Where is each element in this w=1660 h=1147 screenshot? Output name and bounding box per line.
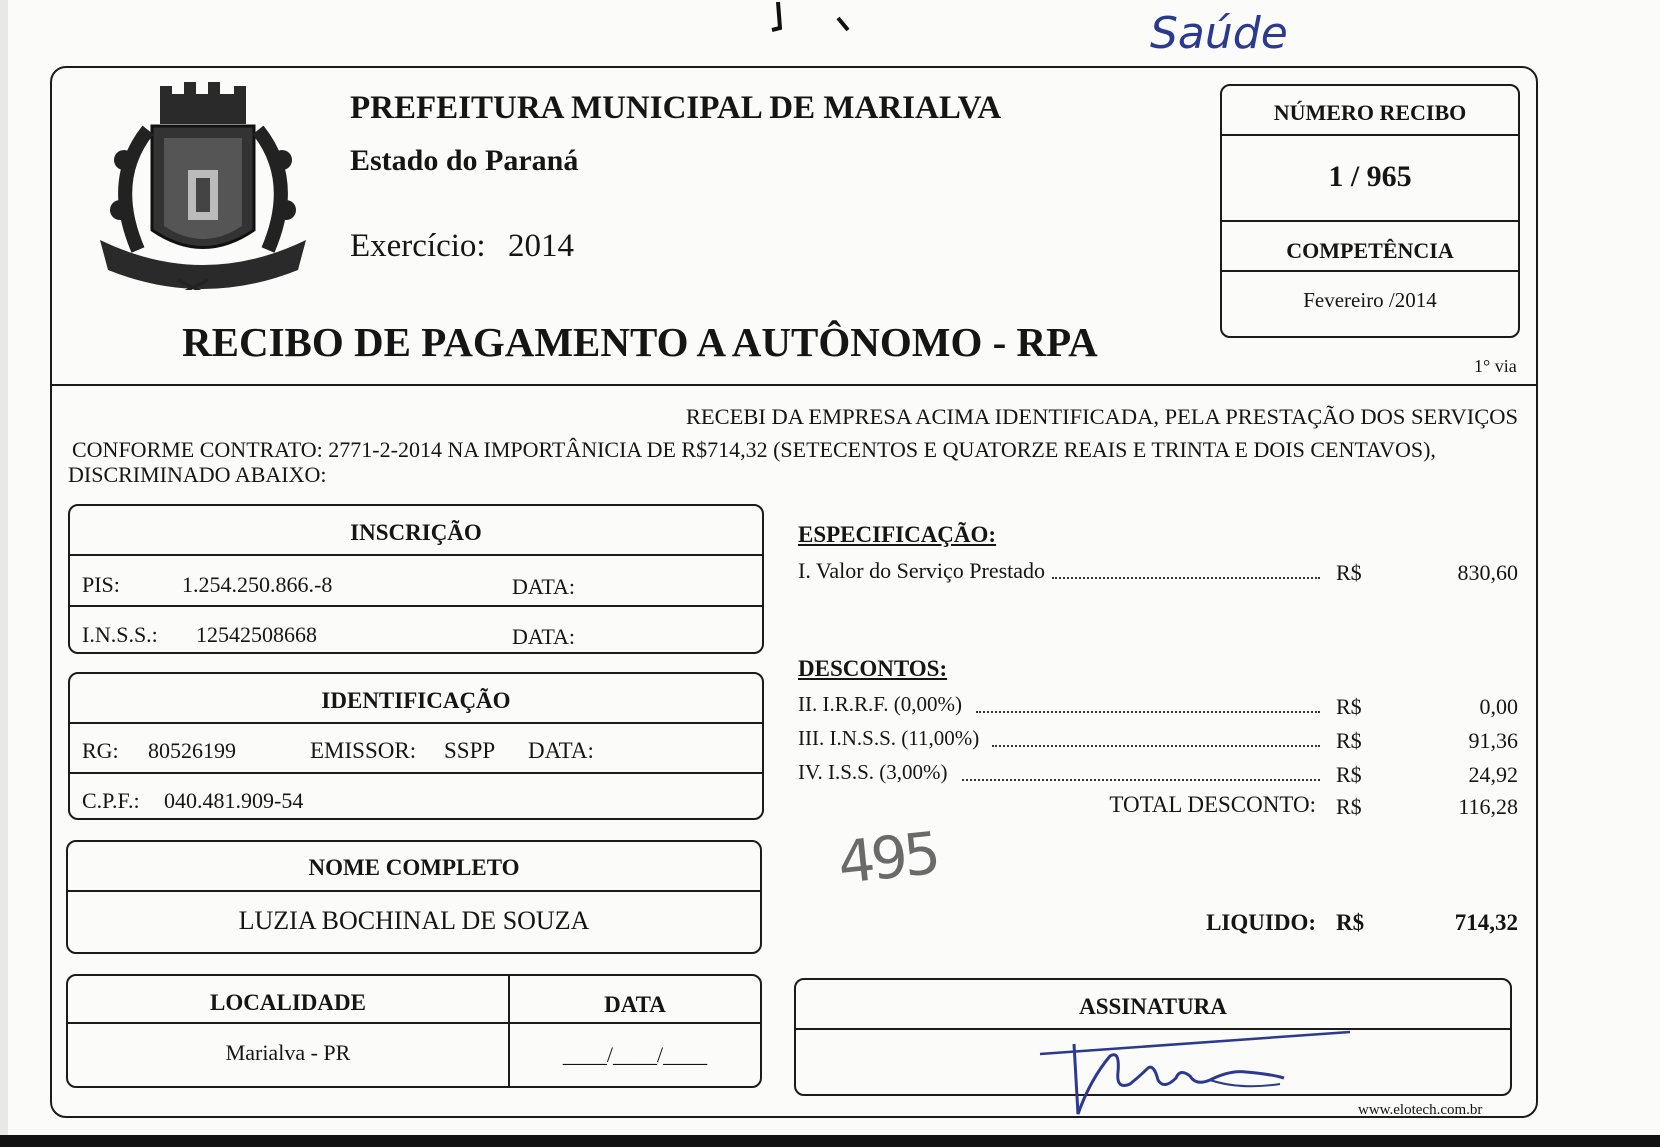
receipt-number-label: NÚMERO RECIBO [1273, 100, 1467, 125]
rg-label: RG: [82, 738, 119, 763]
municipality-title: PREFEITURA MUNICIPAL DE MARIALVA [350, 90, 1002, 126]
data-heading: DATA [604, 992, 666, 1017]
pis-date-label: DATA: [512, 574, 576, 599]
desconto-inss-dots [992, 745, 1320, 747]
statement-line-1: RECEBI DA EMPRESA ACIMA IDENTIFICADA, PELA PRESTAÇÃO DOS SERVIÇOS [685, 404, 1518, 429]
state-name: Estado do Paraná [350, 144, 579, 177]
total-desconto-label: TOTAL DESCONTO: [1109, 792, 1316, 817]
cpf-value: 040.481.909-54 [164, 788, 304, 813]
competence-value: Fevereiro /2014 [1303, 288, 1437, 312]
desconto-iss-currency: R$ [1336, 762, 1362, 787]
data-value: ____/____/____ [562, 1042, 708, 1067]
desconto-iss-value: 24,92 [1468, 762, 1518, 787]
liquido-currency: R$ [1336, 910, 1365, 935]
scan-bottom-edge [0, 1135, 1660, 1147]
inscricao-heading: INSCRIÇÃO [350, 520, 482, 545]
desconto-inss-value: 91,36 [1468, 728, 1518, 753]
desconto-iss-label: IV. I.S.S. (3,00%) [798, 760, 948, 784]
desconto-iss-dots [962, 779, 1320, 781]
scan-left-edge [0, 0, 8, 1147]
website-footer: www.elotech.com.br [1358, 1102, 1483, 1118]
pis-label: PIS: [82, 572, 120, 597]
scan-mark-top [760, 0, 860, 40]
receipt-number-divider-1 [1222, 134, 1518, 136]
receipt-number-divider-3 [1222, 270, 1518, 272]
desconto-irrf-value: 0,00 [1479, 694, 1518, 719]
identificacao-divider-2 [70, 772, 762, 774]
identificacao-heading: IDENTIFICAÇÃO [321, 688, 511, 713]
desconto-irrf-currency: R$ [1336, 694, 1362, 719]
emissor-value: SSPP [444, 738, 496, 763]
inss-label: I.N.S.S.: [82, 622, 158, 647]
localidade-divider [68, 1022, 760, 1024]
item1-currency: R$ [1336, 560, 1362, 585]
total-desconto-currency: R$ [1336, 794, 1362, 819]
localidade-value: Marialva - PR [225, 1040, 351, 1065]
inscricao-divider-2 [70, 605, 762, 607]
handwritten-note-top: Saúde [1150, 8, 1288, 59]
competence-label: COMPETÊNCIA [1286, 238, 1454, 263]
pis-value: 1.254.250.866.-8 [182, 572, 333, 597]
desconto-irrf-dots [976, 711, 1320, 713]
item1-dots [1052, 577, 1320, 579]
item1-label: I. Valor do Serviço Prestado [798, 558, 1046, 583]
identificacao-divider-1 [70, 722, 762, 724]
handwritten-signature [1030, 1020, 1390, 1120]
handwritten-number-note: 495 [834, 819, 941, 897]
liquido-value: 714,32 [1454, 910, 1518, 935]
statement-line-3: DISCRIMINADO ABAIXO: [68, 462, 327, 487]
document-title: RECIBO DE PAGAMENTO A AUTÔNOMO - RPA [182, 319, 1098, 365]
inss-value: 12542508668 [196, 622, 317, 647]
receipt-number-divider-2 [1222, 220, 1518, 222]
via-label: 1° via [1474, 356, 1517, 376]
desconto-irrf-label: II. I.R.R.F. (0,00%) [798, 692, 962, 716]
nome-value: LUZIA BOCHINAL DE SOUZA [238, 906, 590, 935]
liquido-label: LIQUIDO: [1206, 910, 1316, 935]
municipal-seal [98, 80, 308, 290]
localidade-heading: LOCALIDADE [210, 990, 366, 1015]
exercise-label: Exercício: [350, 228, 486, 264]
statement-line-2: CONFORME CONTRATO: 2771-2-2014 NA IMPORTÂNICIA DE R$714,32 (SETECENTOS E QUATORZE REAIS E TRINTA E DOIS CENTAVOS), [72, 437, 1436, 462]
desconto-inss-currency: R$ [1336, 728, 1362, 753]
especificacao-heading: ESPECIFICAÇÃO: [798, 522, 997, 547]
emissor-label: EMISSOR: [310, 738, 417, 763]
header-divider [52, 384, 1536, 386]
identificacao-date-label: DATA: [528, 738, 594, 763]
descontos-heading: DESCONTOS: [798, 656, 948, 681]
inscricao-divider-1 [70, 554, 762, 556]
cpf-label: C.P.F.: [82, 788, 140, 813]
inss-date-label: DATA: [512, 624, 576, 649]
assinatura-heading: ASSINATURA [1079, 994, 1227, 1019]
desconto-inss-label: III. I.N.S.S. (11,00%) [798, 726, 980, 750]
exercise-year: 2014 [508, 228, 574, 264]
nome-divider [68, 890, 760, 892]
total-desconto-value: 116,28 [1458, 794, 1518, 819]
rg-value: 80526199 [148, 738, 236, 763]
item1-value: 830,60 [1457, 560, 1518, 585]
receipt-number: 1 / 965 [1328, 160, 1412, 193]
nome-heading: NOME COMPLETO [308, 855, 520, 880]
